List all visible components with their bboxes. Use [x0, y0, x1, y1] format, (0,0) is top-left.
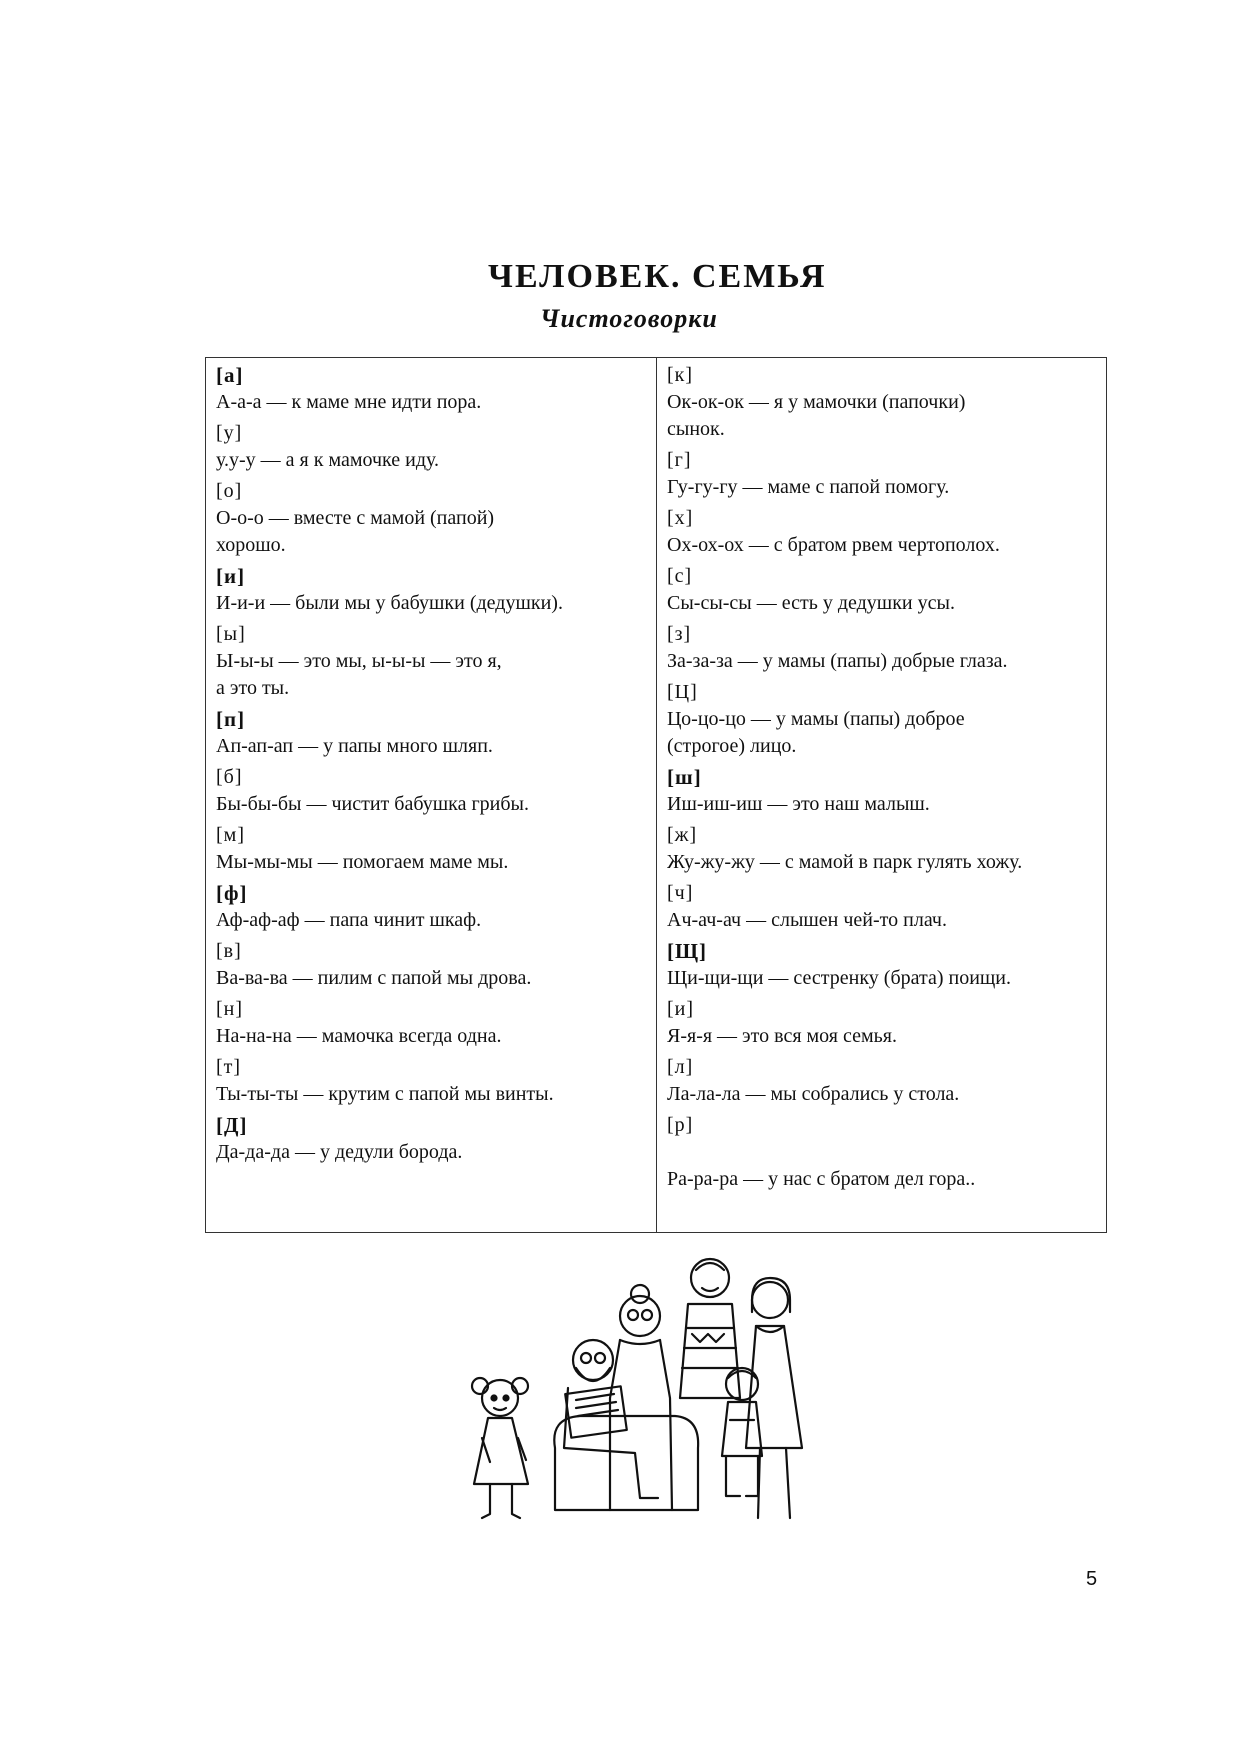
sound-label: [л]	[667, 1056, 694, 1078]
entry	[216, 478, 648, 559]
entry	[216, 1054, 648, 1108]
entry-line: Цо-цо-цо — у мамы (папы) доброе	[667, 708, 965, 730]
page-number: 5	[1086, 1568, 1098, 1590]
entry-line: Я-я-я — это вся моя семья.	[667, 1025, 897, 1047]
entry-line: Да-да-да — у дедули борода.	[216, 1141, 463, 1163]
entry	[216, 362, 648, 416]
entry-line: а это ты.	[216, 677, 290, 699]
entry	[216, 420, 648, 474]
entry	[667, 938, 1099, 992]
sound-label: [к]	[667, 364, 694, 386]
left-column	[216, 362, 648, 1170]
entry-line: И-и-и — были мы у бабушки (дедушки).	[216, 592, 563, 614]
sound-label: [о]	[216, 480, 243, 502]
entry	[216, 764, 648, 818]
sound-label: [и]	[216, 564, 246, 588]
entry	[667, 1054, 1099, 1108]
sound-label: [н]	[216, 998, 244, 1020]
entry-line: Мы-мы-мы — помогаем маме мы.	[216, 851, 509, 873]
entry-line: Иш-иш-иш — это наш малыш.	[667, 793, 930, 815]
sound-label: [Ц]	[667, 681, 698, 703]
sound-label: [м]	[216, 824, 245, 846]
entry	[667, 1112, 1099, 1193]
sound-label: [б]	[216, 766, 243, 788]
entry-line	[667, 1139, 1099, 1166]
grandfather-head	[573, 1340, 613, 1380]
right-column	[667, 362, 1099, 1197]
entry-line: Ап-ап-ап — у папы много шляп.	[216, 735, 493, 757]
entry-line: Жу-жу-жу — с мамой в парк гулять хожу.	[667, 851, 1023, 873]
entry-line: Ы-ы-ы — это мы, ы-ы-ы — это я,	[216, 650, 502, 672]
page-title: ЧЕЛОВЕК. СЕМЬЯ	[488, 258, 827, 295]
entry-line: Ок-ок-ок — я у мамочки (папочки)	[667, 391, 966, 413]
sound-label: [с]	[667, 565, 693, 587]
sound-label: [з]	[667, 623, 692, 645]
entry-line: у.у-у — а я к мамочке иду.	[216, 449, 440, 471]
entry	[216, 880, 648, 934]
entry	[216, 1112, 648, 1166]
entry-line: А-а-а — к маме мне идти пора.	[216, 391, 482, 413]
mother-head	[752, 1282, 788, 1318]
sound-label: [в]	[216, 940, 242, 962]
entry-line: Аф-аф-аф — папа чинит шкаф.	[216, 909, 482, 931]
page-subtitle: Чистоговорки	[540, 304, 718, 333]
entry	[216, 996, 648, 1050]
entry-line: Ох-ох-ох — с братом рвем чертополох.	[667, 534, 1000, 556]
entry-line: (строгое) лицо.	[667, 735, 797, 757]
entry	[216, 822, 648, 876]
entry	[216, 938, 648, 992]
entry-line: Бы-бы-бы — чистит бабушка грибы.	[216, 793, 529, 815]
boy-head	[726, 1368, 758, 1400]
entry-line: Ва-ва-ва — пилим с папой мы дрова.	[216, 967, 532, 989]
sound-label: [п]	[216, 707, 246, 731]
entry	[216, 621, 648, 702]
entry	[667, 362, 1099, 443]
entry-line: О-о-о — вместе с мамой (папой)	[216, 507, 495, 529]
sound-label: [и]	[667, 998, 695, 1020]
entry-line: Ра-ра-ра — у нас с братом дел гора..	[667, 1168, 976, 1190]
sound-label: [р]	[667, 1114, 694, 1136]
column-divider	[656, 357, 657, 1233]
sound-label: [а]	[216, 363, 244, 387]
entry-line: Сы-сы-сы — есть у дедушки усы.	[667, 592, 955, 614]
entry	[667, 996, 1099, 1050]
entry	[667, 679, 1099, 760]
sound-label: [г]	[667, 449, 692, 471]
entry	[667, 764, 1099, 818]
sound-label: [т]	[216, 1056, 242, 1078]
entry-line: Щи-щи-щи — сестренку (брата) поищи.	[667, 967, 1012, 989]
entry-line: сынок.	[667, 418, 725, 440]
entry	[216, 706, 648, 760]
sound-label: [ж]	[667, 824, 698, 846]
entry-line: хорошо.	[216, 534, 286, 556]
sound-label: [Щ]	[667, 939, 708, 963]
family-illustration	[460, 1248, 820, 1550]
entry-line: Гу-гу-гу — маме с папой помогу.	[667, 476, 950, 498]
newspaper-shape	[565, 1386, 627, 1437]
sound-label: [Д]	[216, 1113, 248, 1137]
sound-label: [ш]	[667, 765, 702, 789]
sound-label: [ы]	[216, 623, 246, 645]
entry	[216, 563, 648, 617]
sound-label: [х]	[667, 507, 694, 529]
entry	[667, 505, 1099, 559]
entry	[667, 880, 1099, 934]
entry	[667, 563, 1099, 617]
entry-line: Ла-ла-ла — мы собрались у стола.	[667, 1083, 960, 1105]
entry-line: За-за-за — у мамы (папы) добрые глаза.	[667, 650, 1008, 672]
entry-line: Ты-ты-ты — крутим с папой мы винты.	[216, 1083, 554, 1105]
entry-line: Ач-ач-ач — слышен чей-то плач.	[667, 909, 947, 931]
entry	[667, 447, 1099, 501]
sound-label: [ч]	[667, 882, 694, 904]
entry	[667, 822, 1099, 876]
entry	[667, 621, 1099, 675]
sound-label: [у]	[216, 422, 243, 444]
sound-label: [ф]	[216, 881, 248, 905]
entry-line: На-на-на — мамочка всегда одна.	[216, 1025, 502, 1047]
